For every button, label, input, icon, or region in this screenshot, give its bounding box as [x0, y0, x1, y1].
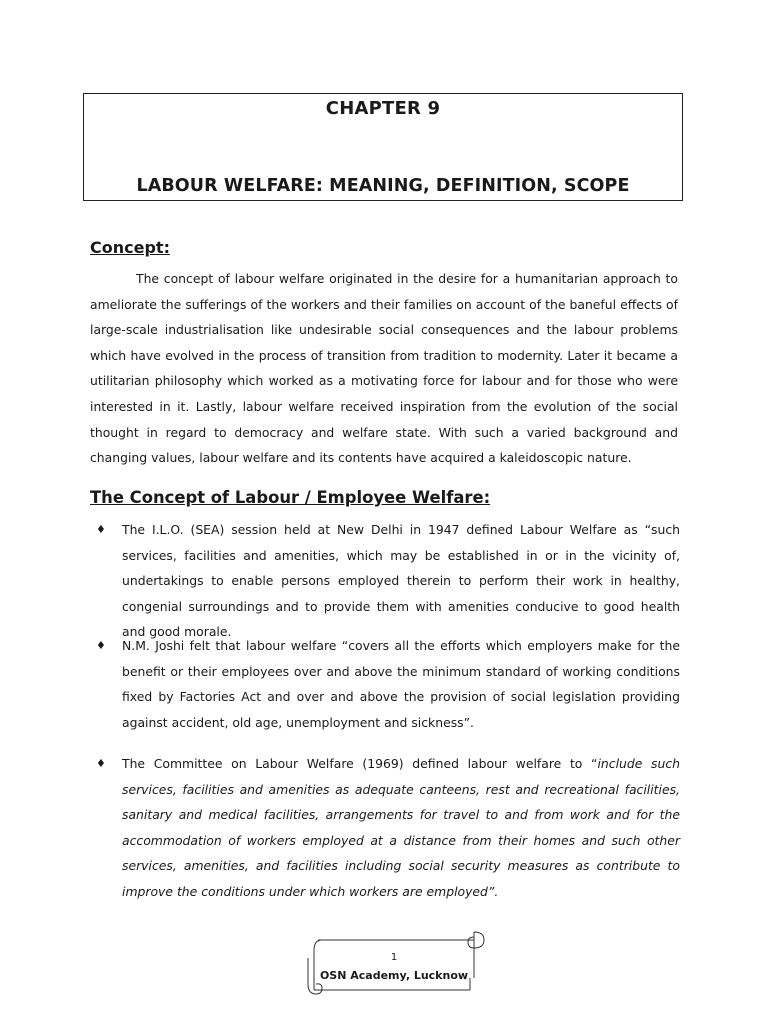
- list-item: [96, 633, 680, 735]
- diamond-bullet-icon: ♦: [96, 639, 106, 652]
- bullet-lead-text: The Committee on Labour Welfare (1969) defined labour welfare to “: [122, 756, 598, 771]
- list-item: [96, 751, 680, 905]
- section-heading: The Concept of Labour / Employee Welfare:: [90, 488, 491, 507]
- chapter-number: CHAPTER 9: [325, 98, 441, 119]
- list-item: [96, 517, 680, 645]
- footer-scroll-banner: [298, 928, 490, 998]
- bullet-text: N.M. Joshi felt that labour welfare “covers all the efforts which employers make for the benefit or their employees over and above the minimum standard of working conditions fixed by Factories Act and over and above the provision of social legislation providing against accident, old age, unemployment and sickness”.: [122, 638, 680, 730]
- scroll-banner-icon: [298, 928, 490, 998]
- bullet-text: The I.L.O. (SEA) session held at New Delhi in 1947 defined Labour Welfare as “such services, facilities and amenities, which may be established in or in the vicinity of, undertakings to enable persons employed therein to perform their work in healthy, congenial surroundings and to provide them with amenities conducive to good health and good morale.: [122, 522, 680, 640]
- diamond-bullet-icon: ♦: [96, 523, 106, 536]
- diamond-bullet-icon: ♦: [96, 757, 106, 770]
- concept-paragraph: The concept of labour welfare originated in the desire for a humanitarian approach to ameliorate the sufferings of the workers and their families on account of the baneful effects of large-scale industrialisation like undesirable social consequences and the labour problems which have evolved in the process of transition from tradition to modernity. Later it became a utilitarian philosophy which worked as a motivating force for labour and for those who were interested in it. Lastly, labour welfare received inspiration from the evolution of the social thought in regard to democracy and welfare state. With such a varied background and changing values, labour welfare and its contents have acquired a kaleidoscopic nature.: [90, 271, 678, 466]
- bullet-italic-text: include such services, facilities and amenities as adequate canteens, rest and recreational facilities, sanitary and medical facilities, arrangements for travel to and from work and for the accommodation of workers employed at a distance from their homes and such other services, amenities, and facilities including social security measures as contribute to improve the conditions under which workers are employed”.: [122, 756, 680, 899]
- chapter-title: LABOUR WELFARE: MEANING, DEFINITION, SCOPE: [136, 176, 630, 196]
- chapter-title-box: [83, 93, 683, 201]
- academy-name: OSN Academy, Lucknow: [319, 969, 469, 982]
- bullet-text: [122, 751, 680, 905]
- page-number: 1: [390, 952, 398, 963]
- concept-heading: Concept:: [90, 238, 170, 257]
